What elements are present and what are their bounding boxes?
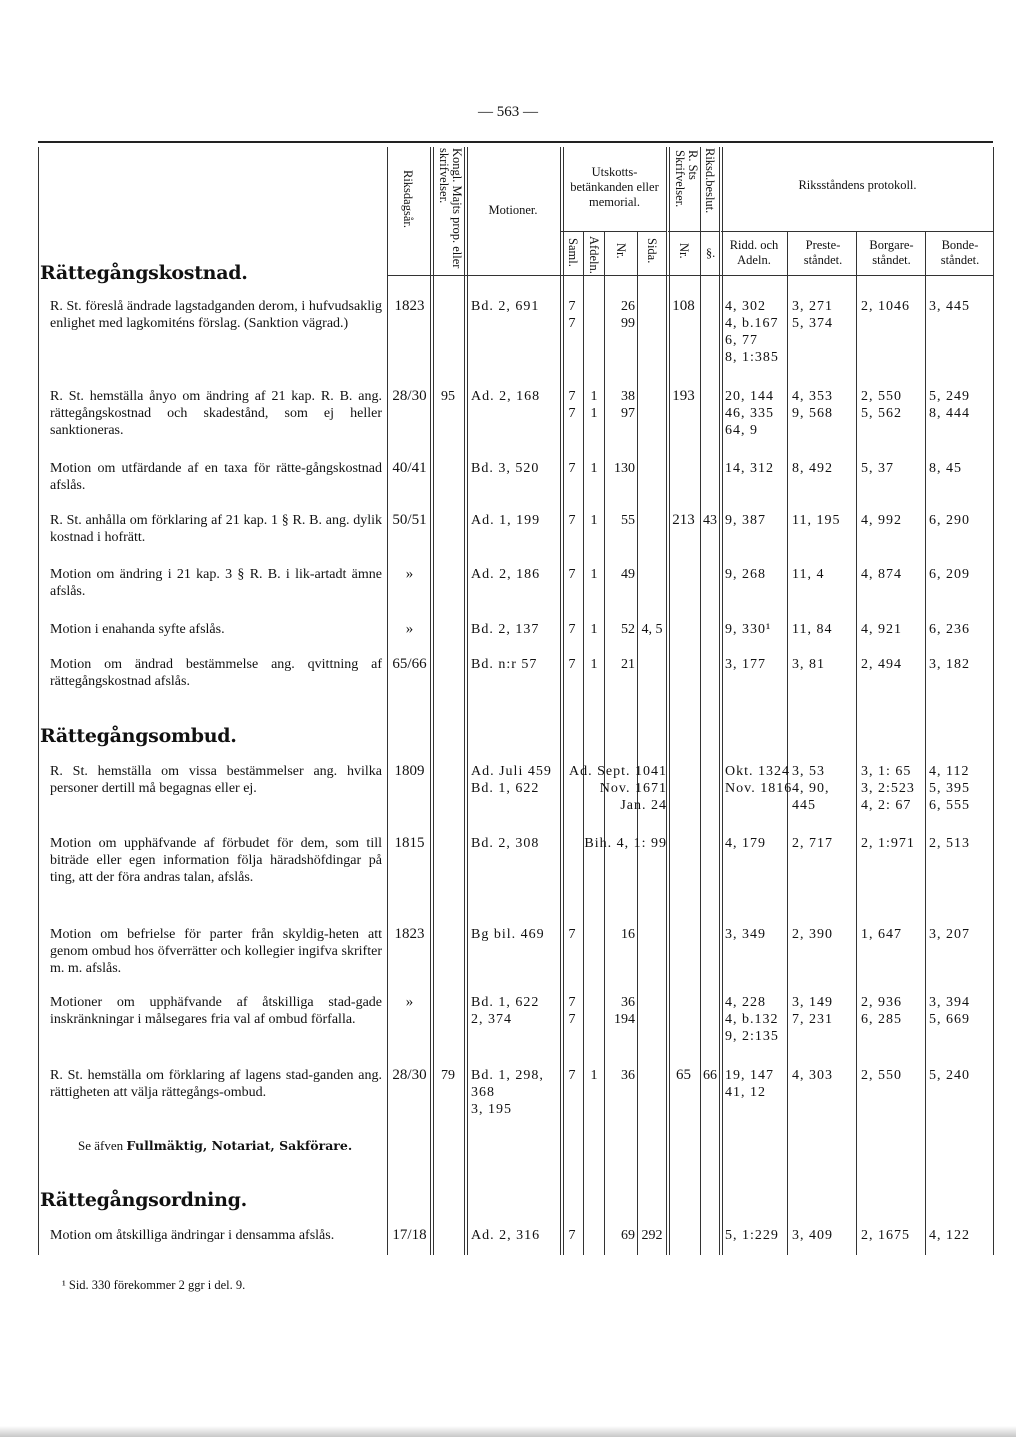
cell-preste: 3, 409	[792, 1228, 833, 1243]
cell-bonde: 3, 182	[929, 657, 970, 672]
cell-prop: 79	[441, 1068, 455, 1083]
cell-afd: 1	[590, 567, 598, 582]
cell-year: 40/41	[392, 460, 427, 476]
header-borgare: Borgare- ståndet.	[869, 238, 914, 267]
cell-ridd: 9, 330¹	[725, 622, 772, 637]
cell-bonde: 6, 290	[929, 513, 970, 528]
cell-bonde: 3, 445	[929, 299, 970, 314]
cell-mot1: Ad. Juli 459 Bd. 1, 622	[471, 764, 552, 796]
cell-bonde: 5, 249 8, 444	[929, 389, 970, 421]
cell-afd: 1 1	[590, 389, 598, 421]
row-description: Motion om upphäfvande af förbudet för dem, som till biträde eller egen information följa häradshöfdingar på ting, att der föra andras talan, afslås.	[50, 836, 382, 885]
cell-rnr: 65	[676, 1067, 691, 1083]
cell-year: 1809	[394, 763, 425, 779]
cell-bonde: 8, 45	[929, 461, 962, 476]
header-utskotts: Utskotts- betänkanden eller memorial.	[570, 165, 659, 209]
cell-year: »	[405, 994, 414, 1010]
cell-mot1: Ad. 2, 186	[471, 567, 541, 582]
cell-mot1: Ad. 1, 199	[471, 513, 541, 528]
cell-ridd: 4, 302 4, b.167 6, 77 8, 1:385	[725, 299, 779, 365]
cell-preste: 3, 81	[792, 657, 825, 672]
cell-ridd: Okt. 1324 Nov. 1816	[725, 764, 793, 796]
header-motioner: Motioner.	[488, 203, 538, 217]
cell-sida: 292	[641, 1228, 663, 1243]
cell-nr: 69	[621, 1228, 635, 1243]
cell-afd: 1	[590, 1068, 598, 1083]
cell-bonde: 6, 236	[929, 622, 970, 637]
cell-saml: 7	[568, 657, 576, 672]
cell-borg: 2, 550	[861, 1068, 902, 1083]
col-divider	[925, 232, 926, 1255]
cell-bonde: 3, 207	[929, 927, 970, 942]
see-also-refs: Fullmäktig, Notariat, Sakförare.	[126, 1138, 353, 1153]
table-left-border	[38, 147, 39, 1255]
cell-borg: 2, 550 5, 562	[861, 389, 902, 421]
row-description: R. St. föreslå ändrade lagstadganden derom, i hufvudsaklig enlighet med lagkomiténs förslag. (Sanktion vägrad.)	[50, 299, 382, 331]
cell-ridd: 14, 312	[725, 461, 774, 476]
cell-preste: 2, 717	[792, 836, 833, 851]
cell-ridd: 4, 179	[725, 836, 766, 851]
cell-borg: 2, 1046	[861, 299, 910, 314]
cell-mot1: Ad. 2, 316	[471, 1228, 541, 1243]
cell-saml: 7	[568, 513, 576, 528]
header-afdeln: Afdeln.	[587, 236, 601, 274]
cell-nr: 55	[621, 513, 635, 528]
header-para: §.	[705, 246, 716, 260]
cell-ridd: 20, 144 46, 335 64, 9	[725, 389, 774, 438]
cell-saml: 7 7	[568, 389, 576, 421]
cell-mot1: Bd. 2, 137	[471, 622, 540, 637]
cell-preste: 2, 390	[792, 927, 833, 942]
col-divider	[856, 232, 857, 1255]
cell-year: »	[405, 621, 414, 637]
section-heading: Rättegångsombud.	[40, 725, 237, 747]
cell-borg: 2, 1:971	[861, 836, 915, 851]
cell-mot1: Bg bil. 469	[471, 927, 545, 942]
cell-ridd: 4, 228 4, b.132 9, 2:135	[725, 995, 779, 1044]
cell-bonde: 4, 122	[929, 1228, 970, 1243]
col-divider	[637, 232, 638, 1255]
col-divider	[700, 147, 701, 1255]
page-number: — 563 —	[478, 104, 538, 120]
header-ridd: Ridd. och Adeln.	[729, 238, 779, 267]
cell-utsk: Ad. Sept. 1041 Nov. 1671 Jan. 24	[569, 764, 667, 813]
cell-saml: 7	[568, 461, 576, 476]
cell-afd: 1	[590, 513, 598, 528]
cell-saml: 7 7	[568, 299, 576, 331]
cell-ridd: 9, 268	[725, 567, 766, 582]
cell-par: 66	[703, 1068, 717, 1083]
row-description: Motion om utfärdande af en taxa för rätte-gångskostnad afslås.	[50, 461, 382, 493]
cell-borg: 4, 874	[861, 567, 902, 582]
top-rule	[38, 141, 993, 143]
col-divider	[464, 147, 468, 1255]
cell-sida: 4, 5	[641, 622, 663, 637]
cell-mot1: Ad. 2, 168	[471, 389, 541, 404]
see-also	[78, 1138, 352, 1154]
cell-ridd: 3, 177	[725, 657, 766, 672]
cell-nr: 21	[621, 657, 635, 672]
cell-afd: 1	[590, 622, 598, 637]
cell-nr: 16	[621, 927, 635, 942]
section-heading: Rättegångskostnad.	[40, 262, 248, 284]
cell-prop: 95	[441, 389, 455, 404]
cell-preste: 3, 149 7, 231	[792, 995, 833, 1027]
header-divider	[668, 231, 719, 232]
cell-saml: 7	[568, 927, 576, 942]
cell-year: 50/51	[392, 512, 427, 528]
row-description: Motion i enahanda syfte afslås.	[50, 622, 225, 637]
cell-mot1: Bd. 2, 691	[471, 299, 540, 314]
header-bonde: Bonde- ståndet.	[940, 238, 980, 267]
cell-year: 65/66	[392, 656, 427, 672]
cell-mot1: Bd. 1, 622 2, 374	[471, 995, 540, 1027]
row-description: R. St. hemställa ånyo om ändring af 21 kap. R. B. ang. rättegångskostnad och skadestånd, som ej heller sanktioneras.	[50, 389, 382, 438]
row-description: Motion om ändrad bestämmelse ang. qvittning af rättegångskostnad afslås.	[50, 657, 382, 689]
cell-borg: 1, 647	[861, 927, 902, 942]
cell-year: 1823	[394, 926, 425, 942]
cell-nr: 36 194	[614, 995, 635, 1027]
header-divider	[721, 231, 993, 232]
see-also-prefix: Se äfven	[78, 1138, 124, 1153]
cell-rnr: 108	[672, 298, 695, 314]
header-sida: Sida.	[645, 238, 659, 264]
cell-afd: 1	[590, 461, 598, 476]
cell-bonde: 6, 209	[929, 567, 970, 582]
cell-mot1: Bd. 2, 308	[471, 836, 540, 851]
cell-borg: 2, 494	[861, 657, 902, 672]
header-riksd-beslut: Riksd.beslut.	[703, 148, 717, 214]
cell-nr: 130	[614, 461, 635, 476]
cell-nr: 36	[621, 1068, 635, 1083]
cell-par: 43	[703, 513, 717, 528]
cell-ridd: 3, 349	[725, 927, 766, 942]
header-nr: Nr.	[614, 243, 628, 259]
cell-borg: 4, 992	[861, 513, 902, 528]
header-saml: Saml.	[566, 238, 580, 267]
cell-year: 1815	[394, 835, 425, 851]
col-divider	[787, 232, 788, 1255]
table-right-border	[993, 147, 994, 1255]
cell-preste: 4, 303	[792, 1068, 833, 1083]
cell-saml: 7	[568, 1068, 576, 1083]
footnote: ¹ Sid. 330 förekommer 2 ggr i del. 9.	[62, 1278, 246, 1292]
cell-afd: 1	[590, 657, 598, 672]
cell-mot1: Bd. n:r 57	[471, 657, 538, 672]
header-preste: Preste- ståndet.	[803, 238, 843, 267]
cell-year: 1823	[394, 298, 425, 314]
cell-saml: 7	[568, 567, 576, 582]
cell-borg: 2, 1675	[861, 1228, 910, 1243]
cell-bonde: 2, 513	[929, 836, 970, 851]
cell-borg: 2, 936 6, 285	[861, 995, 902, 1027]
cell-preste: 3, 53 4, 90, 445	[792, 764, 830, 813]
cell-rnr: 193	[672, 388, 695, 404]
row-description: R. St. anhålla om förklaring af 21 kap. 1 § R. B. ang. dylik kostnad i hofrätt.	[50, 513, 382, 545]
col-divider	[719, 147, 723, 1255]
header-rsts-skrifvelser: R. Sts Skrifvelser.	[673, 150, 700, 208]
row-description: Motion om åtskilliga ändringar i densamma afslås.	[50, 1228, 335, 1243]
header-protokoll: Riksståndens protokoll.	[798, 178, 917, 192]
cell-preste: 4, 353 9, 568	[792, 389, 833, 421]
cell-nr: 52	[621, 622, 635, 637]
col-divider	[583, 232, 584, 1255]
row-description: R. St. hemställa om vissa bestämmelser ang. hvilka personer dertill må begagnas eller ej.	[50, 764, 382, 796]
section-heading: Rättegångsordning.	[40, 1189, 247, 1211]
cell-mot1: Bd. 3, 520	[471, 461, 540, 476]
cell-nr: 26 99	[621, 299, 635, 331]
header-riksdagsar: Riksdagsår.	[401, 170, 415, 228]
cell-saml: 7 7	[568, 995, 576, 1027]
cell-ridd: 5, 1:229	[725, 1228, 779, 1243]
cell-nr: 49	[621, 567, 635, 582]
cell-year: »	[405, 566, 414, 582]
row-description: Motion om befrielse för parter från skyldig-heten att genom ombud hos öfverrätter och kollegier ingifva skrifter m. m. afslås.	[50, 927, 382, 976]
cell-borg: 3, 1: 65 3, 2:523 4, 2: 67	[861, 764, 915, 813]
cell-ridd: 9, 387	[725, 513, 766, 528]
cell-preste: 11, 4	[792, 567, 825, 582]
cell-nr: 38 97	[621, 389, 635, 421]
cell-year: 28/30	[392, 1067, 427, 1083]
header-nr2: Nr.	[677, 243, 691, 259]
cell-bonde: 5, 240	[929, 1068, 970, 1083]
cell-saml: 7	[568, 1228, 576, 1243]
cell-borg: 5, 37	[861, 461, 894, 476]
header-divider	[561, 231, 666, 232]
col-divider	[604, 232, 605, 1255]
cell-preste: 8, 492	[792, 461, 833, 476]
cell-utsk: Bih. 4, 1: 99	[584, 836, 667, 851]
cell-preste: 11, 195	[792, 513, 841, 528]
header-bottom	[388, 275, 993, 276]
cell-borg: 4, 921	[861, 622, 902, 637]
cell-preste: 3, 271 5, 374	[792, 299, 833, 331]
cell-bonde: 3, 394 5, 669	[929, 995, 970, 1027]
cell-ridd: 19, 147 41, 12	[725, 1068, 774, 1100]
cell-rnr: 213	[672, 512, 695, 528]
header-kongl-prop: Kongl. Majts prop. eller skrifvelser.	[437, 148, 464, 269]
row-description: Motioner om upphäfvande af åtskilliga stad-gade inskränkningar i målsegares fria val af ombud förfalla.	[50, 995, 382, 1027]
cell-bonde: 4, 112 5, 395 6, 555	[929, 764, 970, 813]
cell-year: 17/18	[392, 1227, 427, 1243]
row-description: Motion om ändring i 21 kap. 3 § R. B. i lik-artadt ämne afslås.	[50, 567, 382, 599]
cell-year: 28/30	[392, 388, 427, 404]
cell-saml: 7	[568, 622, 576, 637]
cell-preste: 11, 84	[792, 622, 833, 637]
row-description: R. St. hemställa om förklaring af lagens stad-ganden ang. rättigheten att välja rättegångs-ombud.	[50, 1068, 382, 1100]
cell-mot1: Bd. 1, 298, 368 3, 195	[471, 1068, 544, 1117]
scan-edge	[0, 1426, 1016, 1437]
